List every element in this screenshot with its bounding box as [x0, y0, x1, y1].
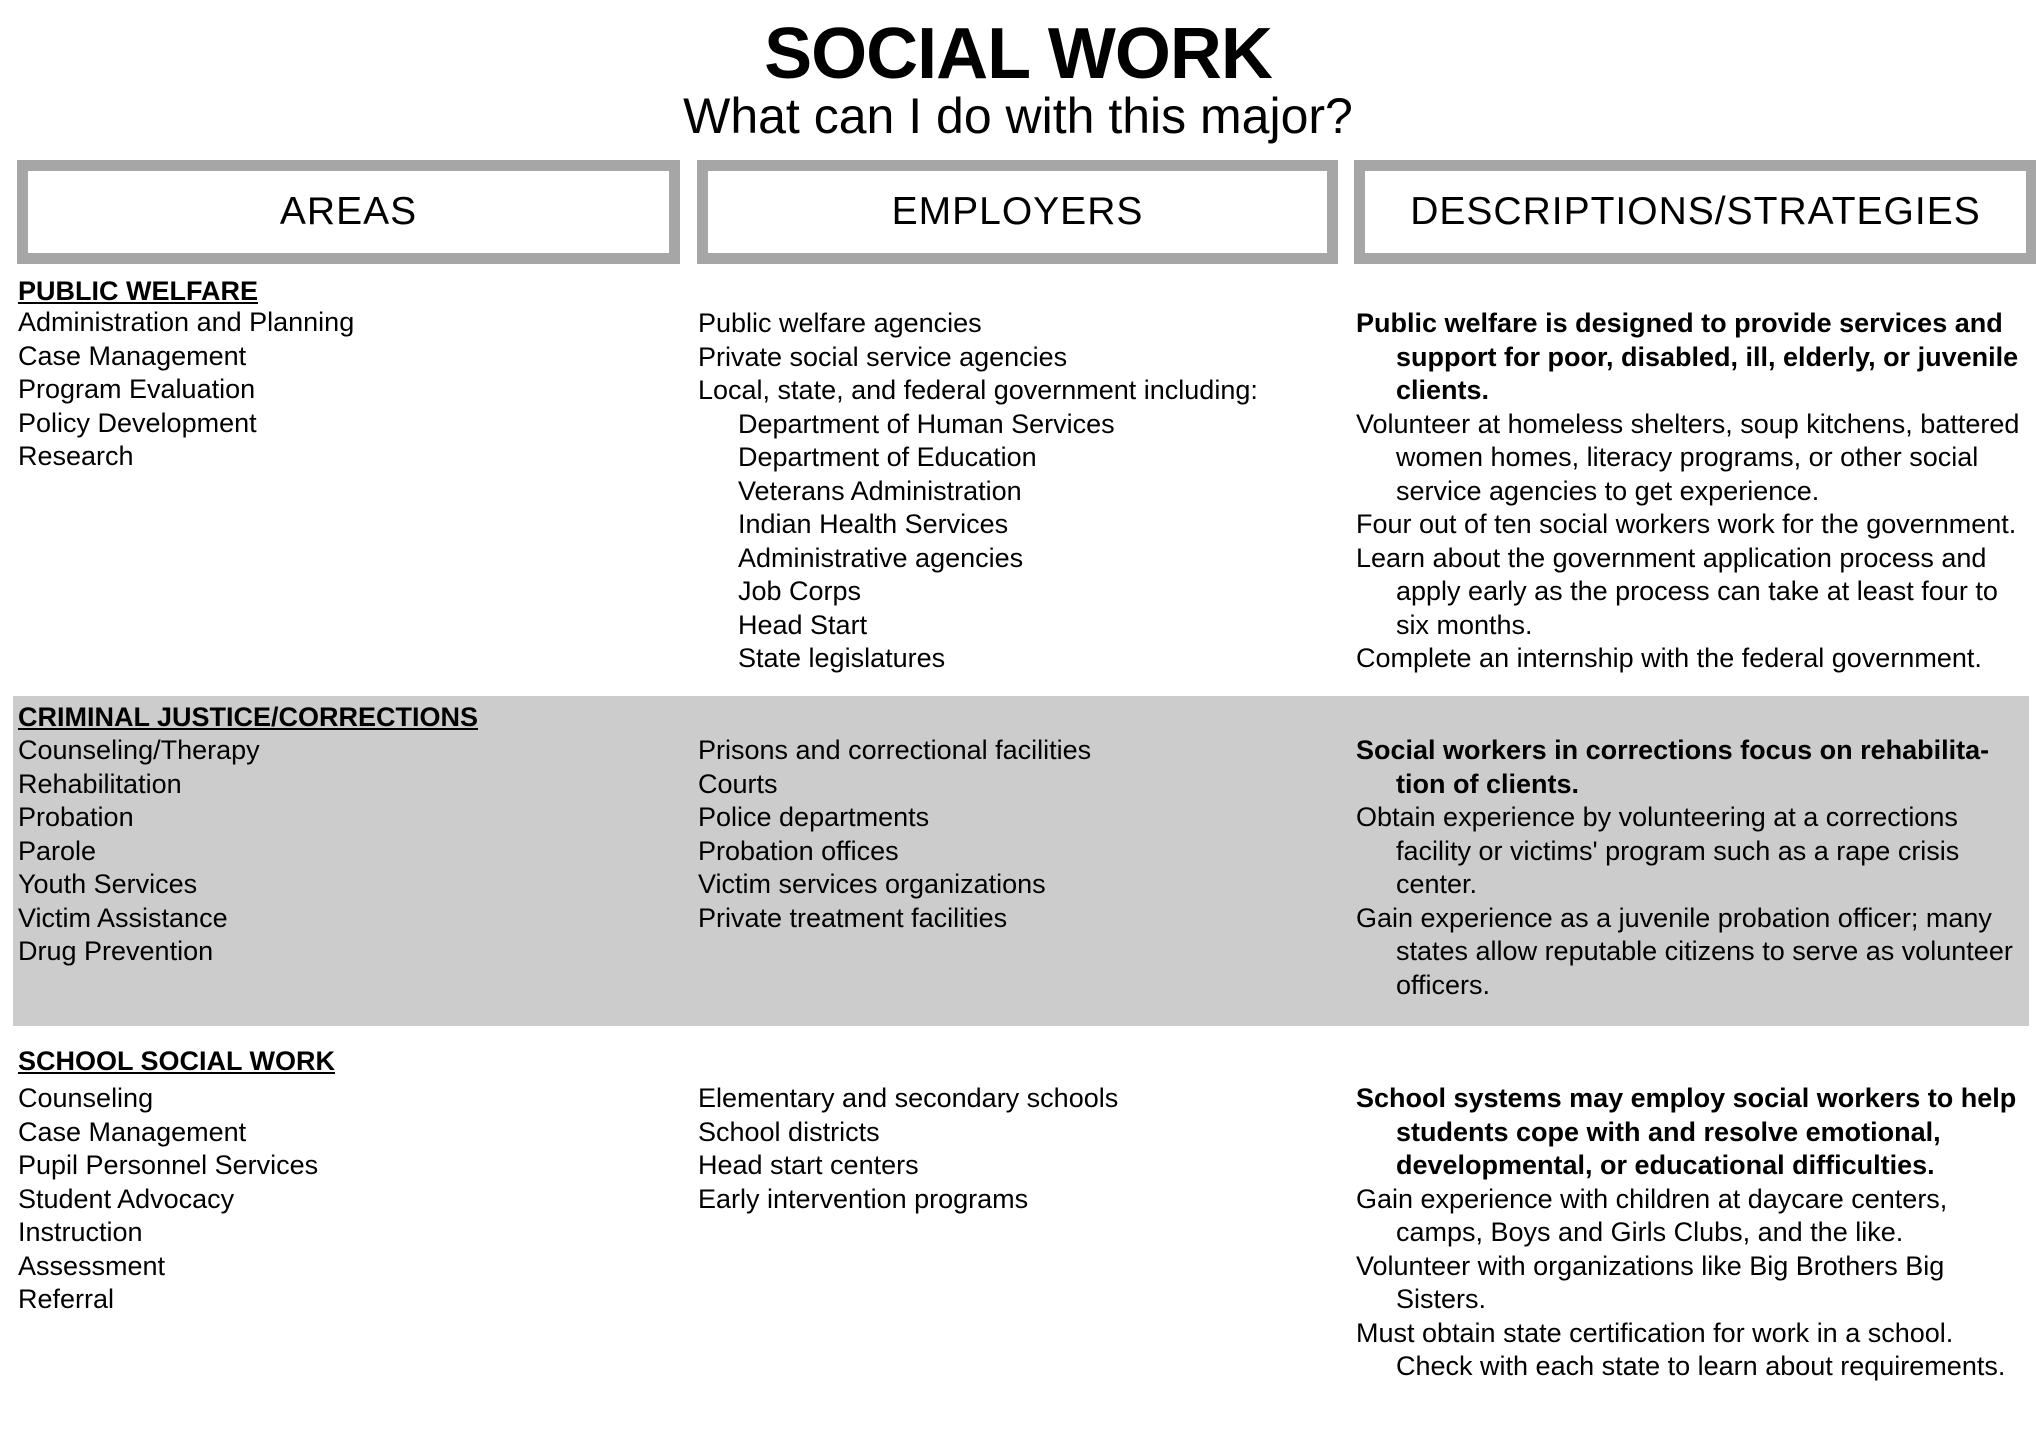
strategy-item: Volunteer at homeless shelters, soup kitchens, battered women homes, literacy programs, or other social service agencies to get experience.: [1356, 408, 2020, 506]
employer-item: Police departments: [698, 802, 930, 832]
employer-item: Probation offices: [698, 835, 899, 866]
section-criminal-justice: [13, 696, 2029, 1026]
strategy-item: Gain experience with children at daycare centers, camps, Boys and Girls Clubs, and the like.: [1356, 1183, 1948, 1247]
employers-column-header: EMPLOYERS: [697, 160, 1338, 264]
area-item: Student Advocacy: [18, 1183, 235, 1214]
area-item: Pupil Personnel Services: [18, 1150, 319, 1180]
employer-item: Elementary and secondary schools: [698, 1083, 1119, 1113]
employer-item: Public welfare agencies: [698, 308, 982, 338]
strategy-item: Obtain experience by volunteering at a corrections facility or victims' program such as a rape crisis center.: [1356, 802, 1960, 899]
area-item: Assessment: [18, 1250, 166, 1281]
section-title: SCHOOL SOCIAL WORK: [18, 1046, 336, 1076]
page-title: SOCIAL WORK: [764, 14, 1272, 94]
areas-list: [18, 306, 658, 474]
area-item: Victim Assistance: [18, 902, 228, 933]
page-subtitle: What can I do with this major?: [683, 88, 1353, 144]
employer-item: Prisons and correctional facilities: [698, 735, 1092, 765]
descriptions-column-header: DESCRIPTIONS/STRATEGIES: [1354, 160, 2036, 264]
employers-list: [698, 734, 1338, 935]
areas-column-header: AREAS: [17, 160, 680, 264]
area-item: Counseling: [18, 1083, 154, 1113]
employer-item: State legislatures: [738, 643, 946, 673]
strategy-item: Four out of ten social workers work for the government.: [1356, 509, 2017, 539]
descriptions-list: [1356, 734, 2036, 1002]
strategy-item: Learn about the government application process and apply early as the process can take at least four to six months.: [1356, 542, 1998, 640]
strategy-item: Volunteer with organizations like Big Brothers Big Sisters.: [1356, 1250, 1945, 1314]
area-item: Youth Services: [18, 869, 198, 899]
strategy-item: Must obtain state certification for work in a school. Check with each state to learn about requirements.: [1356, 1317, 2006, 1381]
employer-item: Head Start: [738, 609, 868, 640]
employers-list: [698, 1082, 1338, 1216]
section-public-welfare: [13, 270, 2029, 694]
description-summary: School systems may employ social workers to help students cope with and resolve emotional, developmental, or educational difficulties.: [1356, 1083, 2017, 1180]
area-item: Research: [18, 441, 134, 471]
description-summary: Public welfare is designed to provide services and support for poor, disabled, ill, elderly, or juvenile clients.: [1356, 308, 2019, 405]
descriptions-list: [1356, 307, 2036, 676]
employer-item: Administrative agencies: [738, 542, 1024, 573]
areas-list: [18, 1082, 658, 1317]
section-school-social-work: [13, 1040, 2029, 1445]
employer-item: Private social service agencies: [698, 341, 1068, 372]
area-item: Referral: [18, 1284, 115, 1314]
area-item: Drug Prevention: [18, 936, 214, 966]
strategy-item: Gain experience as a juvenile probation officer; many states allow reputable citizens to serve as volunteer officers.: [1356, 902, 2013, 1000]
employer-item: Private treatment facilities: [698, 902, 1008, 933]
employer-item: Head start centers: [698, 1150, 919, 1180]
area-item: Probation: [18, 802, 134, 832]
employer-item: Courts: [698, 768, 778, 799]
employer-item: Job Corps: [738, 576, 862, 606]
employer-item: Veterans Administration: [738, 475, 1022, 506]
description-summary: Social workers in corrections focus on rehabilita-tion of clients.: [1356, 735, 1990, 799]
employer-item: School districts: [698, 1116, 880, 1147]
employer-item: Victim services organizations: [698, 869, 1046, 899]
area-item: Rehabilitation: [18, 768, 182, 799]
area-item: Parole: [18, 835, 97, 866]
employer-item: Department of Human Services: [738, 408, 1115, 439]
area-item: Counseling/Therapy: [18, 735, 260, 765]
area-item: Program Evaluation: [18, 374, 256, 404]
descriptions-list: [1356, 1082, 2036, 1384]
employer-item: Indian Health Services: [738, 509, 1009, 539]
strategy-item: Complete an internship with the federal government.: [1356, 643, 1982, 673]
employer-item: Early intervention programs: [698, 1183, 1029, 1214]
employers-list: [698, 307, 1338, 676]
section-title: PUBLIC WELFARE: [18, 276, 258, 306]
area-item: Case Management: [18, 1116, 247, 1147]
area-item: Instruction: [18, 1217, 143, 1247]
area-item: Policy Development: [18, 407, 257, 438]
section-title: CRIMINAL JUSTICE/CORRECTIONS: [18, 702, 479, 732]
area-item: Case Management: [18, 340, 247, 371]
employer-item: Local, state, and federal government including:: [698, 375, 1258, 405]
employer-item: Department of Education: [738, 442, 1037, 472]
areas-list: [18, 734, 658, 969]
area-item: Administration and Planning: [18, 307, 355, 337]
